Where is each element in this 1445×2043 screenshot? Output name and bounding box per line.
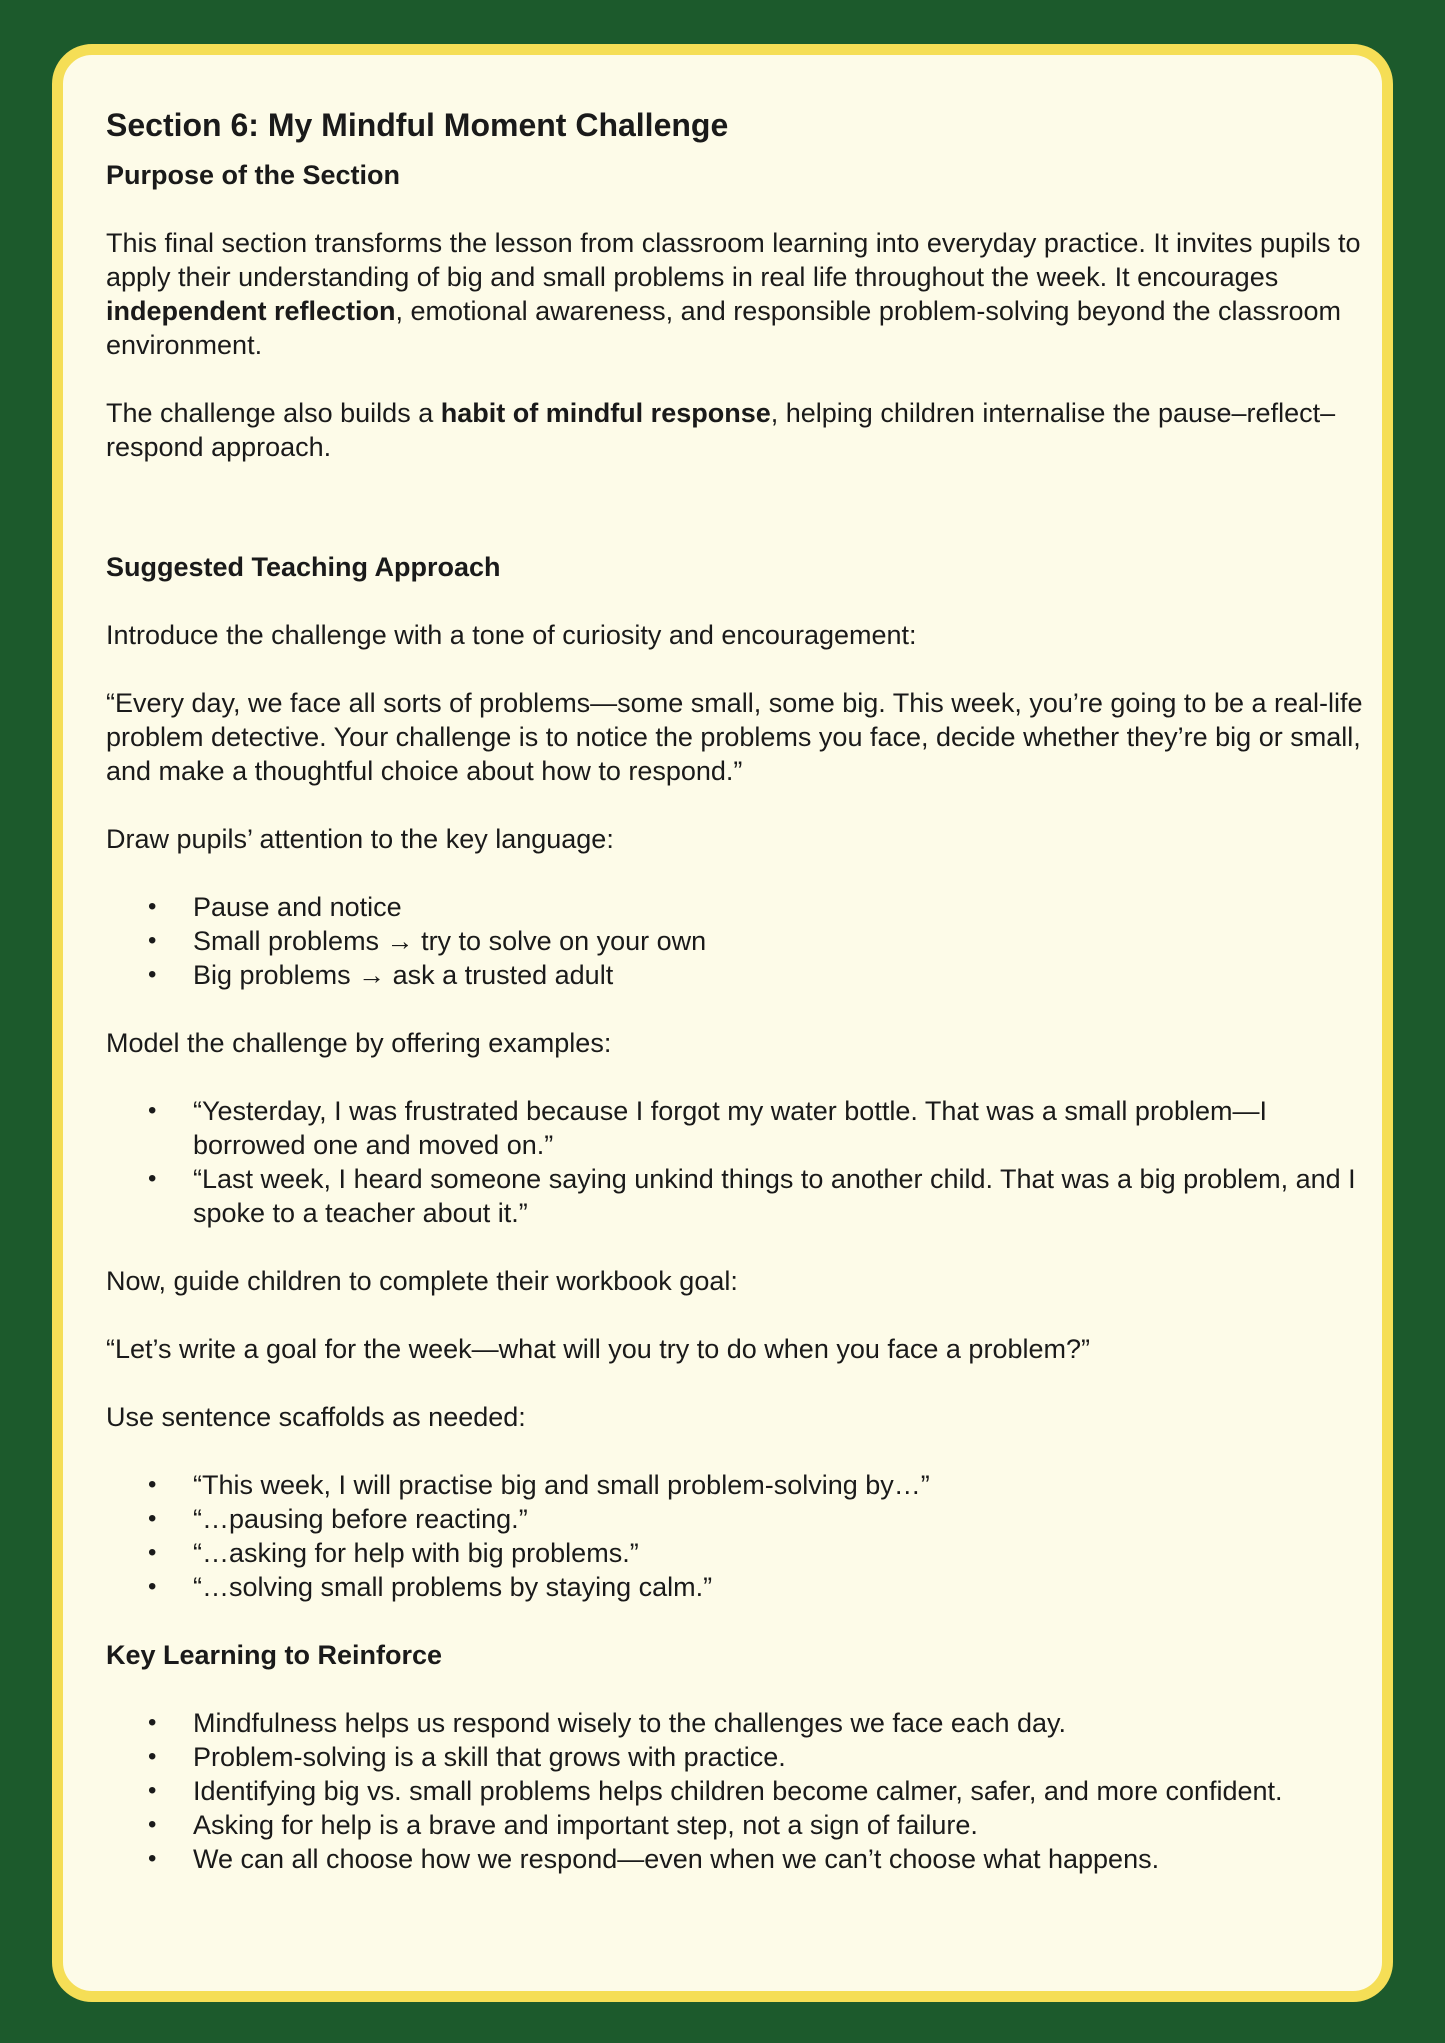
list-item: • “…pausing before reacting.”	[106, 1502, 1366, 1536]
list-item: • “Last week, I heard someone saying unkind things to another child. That was a big problem, and I spoke to a teacher about it.”	[106, 1162, 1366, 1230]
list-item: • Mindfulness helps us respond wisely to the challenges we face each day.	[106, 1706, 1366, 1740]
approach-heading: Suggested Teaching Approach	[106, 552, 501, 582]
purpose-heading: Purpose of the Section	[106, 160, 401, 190]
scaffolds-list	[106, 1468, 1366, 1604]
list-item: • Big problems → ask a trusted adult	[106, 958, 1366, 992]
scaffold-intro: Use sentence scaffolds as needed:	[106, 1402, 526, 1432]
list-item: • “…asking for help with big problems.”	[106, 1536, 1366, 1570]
examples-list	[106, 1094, 1366, 1230]
key-learning-heading: Key Learning to Reinforce	[106, 1640, 443, 1670]
page-card	[52, 44, 1393, 2002]
section-title: Section 6: My Mindful Moment Challenge	[106, 107, 729, 143]
model-intro: Model the challenge by offering examples:	[106, 1028, 612, 1058]
purpose-paragraph-1: This final section transforms the lesson from classroom learning into everyday practice. It invites pupils to apply their understanding of big and small problems in real life throughout the week. It encourages independent reflection, emotional awareness, and responsible problem-solving beyond the classroom environment.	[106, 228, 1361, 360]
list-item: • Small problems → try to solve on your own	[106, 924, 1366, 958]
list-item: • “Yesterday, I was frustrated because I forgot my water bottle. That was a small problem—I borrowed one and moved on.”	[106, 1094, 1366, 1162]
list-item: • “This week, I will practise big and small problem-solving by…”	[106, 1468, 1366, 1502]
list-item: • Pause and notice	[106, 890, 1366, 924]
list-item: • Problem-solving is a skill that grows with practice.	[106, 1740, 1366, 1774]
approach-quote: “Every day, we face all sorts of problems—some small, some big. This week, you’re going to be a real-life problem detective. Your challenge is to notice the problems you face, decide whether they’re big or small, and make a thoughtful choice about how to respond.”	[106, 688, 1363, 786]
key-language-intro: Draw pupils’ attention to the key language:	[106, 824, 614, 854]
goal-quote: “Let’s write a goal for the week—what will you try to do when you face a problem?”	[106, 1334, 1090, 1364]
list-item: • “…solving small problems by staying calm.”	[106, 1570, 1366, 1604]
key-language-list	[106, 890, 1366, 992]
key-learning-list	[106, 1706, 1366, 1876]
list-item: • Identifying big vs. small problems helps children become calmer, safer, and more confident.	[106, 1774, 1366, 1808]
purpose-paragraph-2: The challenge also builds a habit of mindful response, helping children internalise the pause–reflect–respond approach.	[106, 398, 1336, 462]
approach-intro: Introduce the challenge with a tone of curiosity and encouragement:	[106, 620, 917, 650]
list-item: • We can all choose how we respond—even when we can’t choose what happens.	[106, 1842, 1366, 1876]
guide-text: Now, guide children to complete their workbook goal:	[106, 1266, 738, 1296]
document-content	[106, 105, 1366, 1876]
list-item: • Asking for help is a brave and important step, not a sign of failure.	[106, 1808, 1366, 1842]
